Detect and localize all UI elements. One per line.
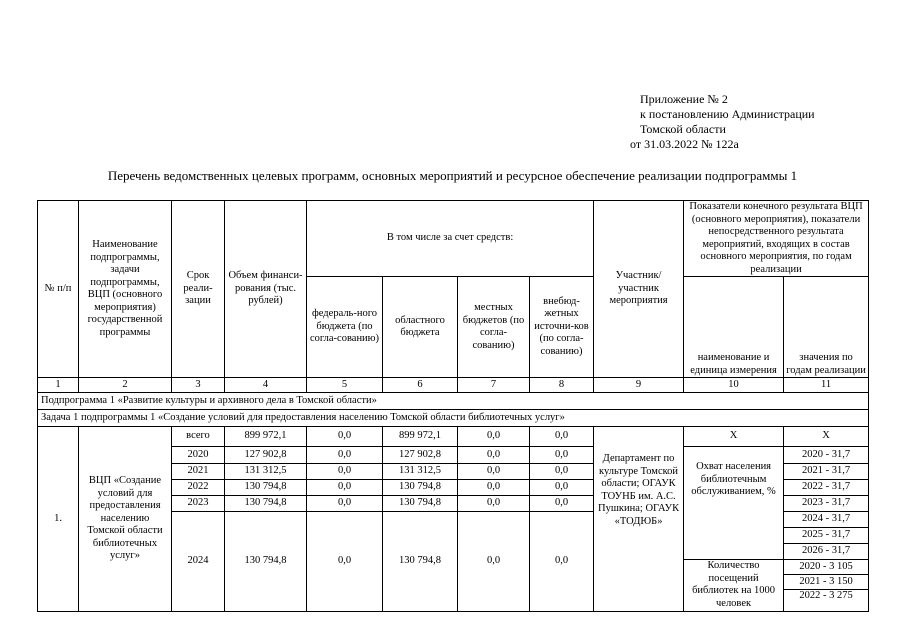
regional-cell: 130 794,8 xyxy=(383,496,458,512)
period-cell: 2021 xyxy=(172,464,225,480)
col-number: 6 xyxy=(383,378,458,393)
total-indicator-name: Х xyxy=(684,427,784,447)
extra-cell: 0,0 xyxy=(530,447,594,464)
col-number: 8 xyxy=(530,378,594,393)
local-cell: 0,0 xyxy=(458,512,530,612)
total-cell: 130 794,8 xyxy=(225,512,307,612)
extra-cell: 0,0 xyxy=(530,480,594,496)
appendix-line-2: к постановлению Администрации xyxy=(640,107,815,121)
header-participant: Участник/ участник мероприятия xyxy=(594,201,684,378)
period-cell: 2020 xyxy=(172,447,225,464)
col-number: 10 xyxy=(684,378,784,393)
header-federal: федераль-ного бюджета (по согла-сованию) xyxy=(307,277,383,378)
col-number: 3 xyxy=(172,378,225,393)
indicator2-name: Количество посещений библиотек на 1000 человек xyxy=(684,560,784,612)
header-local: местных бюджетов (по согла-сованию) xyxy=(458,277,530,378)
total-cell: 131 312,5 xyxy=(225,464,307,480)
col-number: 4 xyxy=(225,378,307,393)
header-sources: В том числе за счет средств: xyxy=(307,201,594,277)
indicator1-value: 2020 - 31,7 xyxy=(784,447,869,464)
header-number: № п/п xyxy=(38,201,79,378)
regional-cell: 130 794,8 xyxy=(383,480,458,496)
local-cell: 0,0 xyxy=(458,447,530,464)
regional-cell: 131 312,5 xyxy=(383,464,458,480)
total-indicator-value: Х xyxy=(784,427,869,447)
col-number: 5 xyxy=(307,378,383,393)
federal-cell: 0,0 xyxy=(307,496,383,512)
period-cell: 2023 xyxy=(172,496,225,512)
task-row: Задача 1 подпрограммы 1 «Создание условий для предоставления населению Томской области библиотечных услуг» xyxy=(38,410,869,427)
total-cell: 127 902,8 xyxy=(225,447,307,464)
appendix-block xyxy=(630,92,815,152)
indicator1-value: 2022 - 31,7 xyxy=(784,480,869,496)
extra-cell: 0,0 xyxy=(530,464,594,480)
indicator1-name: Охват населения библиотечным обслуживанием, % xyxy=(684,447,784,560)
extra-cell: 0,0 xyxy=(530,496,594,512)
header-period: Срок реали-зации xyxy=(172,201,225,378)
item-number: 1. xyxy=(38,427,79,612)
indicator2-value: 2021 - 3 150 xyxy=(784,575,869,590)
column-numbers-row xyxy=(38,378,869,393)
federal-cell: 0,0 xyxy=(307,480,383,496)
header-regional: областного бюджета xyxy=(383,277,458,378)
col-number: 9 xyxy=(594,378,684,393)
header-indicator-name: наименование и единица измерения xyxy=(684,277,784,378)
header-indicators: Показатели конечного результата ВЦП (основного мероприятия), показатели непосредственного результата мероприятий, входящих в состав основного мероприятия, по годам реализации xyxy=(684,201,869,277)
item-name: ВЦП «Создание условий для предоставления населению Томской области библиотечных услуг» xyxy=(79,427,172,612)
total-cell: 130 794,8 xyxy=(225,496,307,512)
indicator1-value: 2026 - 31,7 xyxy=(784,544,869,560)
local-cell: 0,0 xyxy=(458,427,530,447)
regional-cell: 130 794,8 xyxy=(383,512,458,612)
federal-cell: 0,0 xyxy=(307,427,383,447)
local-cell: 0,0 xyxy=(458,496,530,512)
col-number: 7 xyxy=(458,378,530,393)
total-cell: 899 972,1 xyxy=(225,427,307,447)
appendix-line-3: Томской области xyxy=(640,122,726,136)
appendix-line-1: Приложение № 2 xyxy=(640,92,728,106)
indicator1-value: 2021 - 31,7 xyxy=(784,464,869,480)
header-funding: Объем финанси-рования (тыс. рублей) xyxy=(225,201,307,378)
local-cell: 0,0 xyxy=(458,464,530,480)
subprogram-row: Подпрограмма 1 «Развитие культуры и архивного дела в Томской области» xyxy=(38,393,869,410)
col-number: 11 xyxy=(784,378,869,393)
total-cell: 130 794,8 xyxy=(225,480,307,496)
regional-cell: 127 902,8 xyxy=(383,447,458,464)
period-cell: 2022 xyxy=(172,480,225,496)
col-number: 1 xyxy=(38,378,79,393)
regional-cell: 899 972,1 xyxy=(383,427,458,447)
extra-cell: 0,0 xyxy=(530,427,594,447)
indicator1-value: 2025 - 31,7 xyxy=(784,528,869,544)
col-number: 2 xyxy=(79,378,172,393)
local-cell: 0,0 xyxy=(458,480,530,496)
indicator2-value: 2022 - 3 275 xyxy=(784,590,869,612)
period-cell: всего xyxy=(172,427,225,447)
header-extra: внебюд-жетных источни-ков (по согла-сованию) xyxy=(530,277,594,378)
indicator1-value: 2023 - 31,7 xyxy=(784,496,869,512)
appendix-line-4: от 31.03.2022 № 122а xyxy=(630,137,739,151)
document-title: Перечень ведомственных целевых программ, основных мероприятий и ресурсное обеспечение реализации подпрограммы 1 xyxy=(107,168,798,183)
period-cell: 2024 xyxy=(172,512,225,612)
programs-table xyxy=(37,200,869,612)
federal-cell: 0,0 xyxy=(307,464,383,480)
indicator1-value: 2024 - 31,7 xyxy=(784,512,869,528)
federal-cell: 0,0 xyxy=(307,447,383,464)
extra-cell: 0,0 xyxy=(530,512,594,612)
header-indicator-values: значения по годам реализации xyxy=(784,277,869,378)
federal-cell: 0,0 xyxy=(307,512,383,612)
participant-cell: Департамент по культуре Томской области; ОГАУК ТОУНБ им. А.С. Пушкина; ОГАУК «ТОДЮБ» xyxy=(594,427,684,612)
indicator2-value: 2020 - 3 105 xyxy=(784,560,869,575)
header-name: Наименование подпрограммы, задачи подпрограммы, ВЦП (основного мероприятия) государственной программы xyxy=(79,201,172,378)
